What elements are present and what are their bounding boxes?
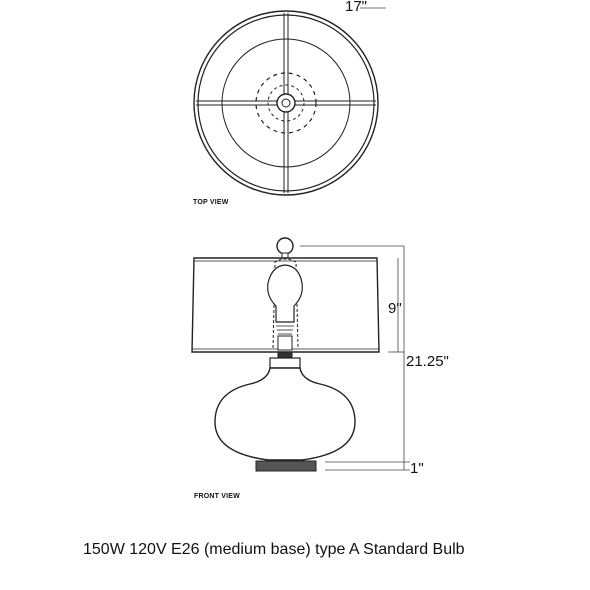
- bulb-spec-caption: 150W 120V E26 (medium base) type A Standard Bulb: [83, 541, 465, 558]
- front-view-drawing: [192, 238, 379, 471]
- lamp-neck: [270, 358, 300, 368]
- top-view-label: TOP VIEW: [193, 199, 229, 206]
- total-height-label: 21.25": [406, 353, 449, 370]
- front-view-label: FRONT VIEW: [194, 493, 240, 500]
- lamp-neck-cap: [278, 352, 292, 358]
- base-height-label: 1": [410, 460, 424, 477]
- top-diameter-label: 17": [345, 0, 368, 15]
- lamp-base: [256, 461, 316, 471]
- top-view-drawing: [194, 11, 378, 195]
- finial: [277, 238, 293, 254]
- socket: [278, 336, 292, 350]
- lamp-body: [215, 368, 355, 460]
- shade-height-label: 9": [388, 300, 402, 317]
- finial-top-center: [282, 99, 290, 107]
